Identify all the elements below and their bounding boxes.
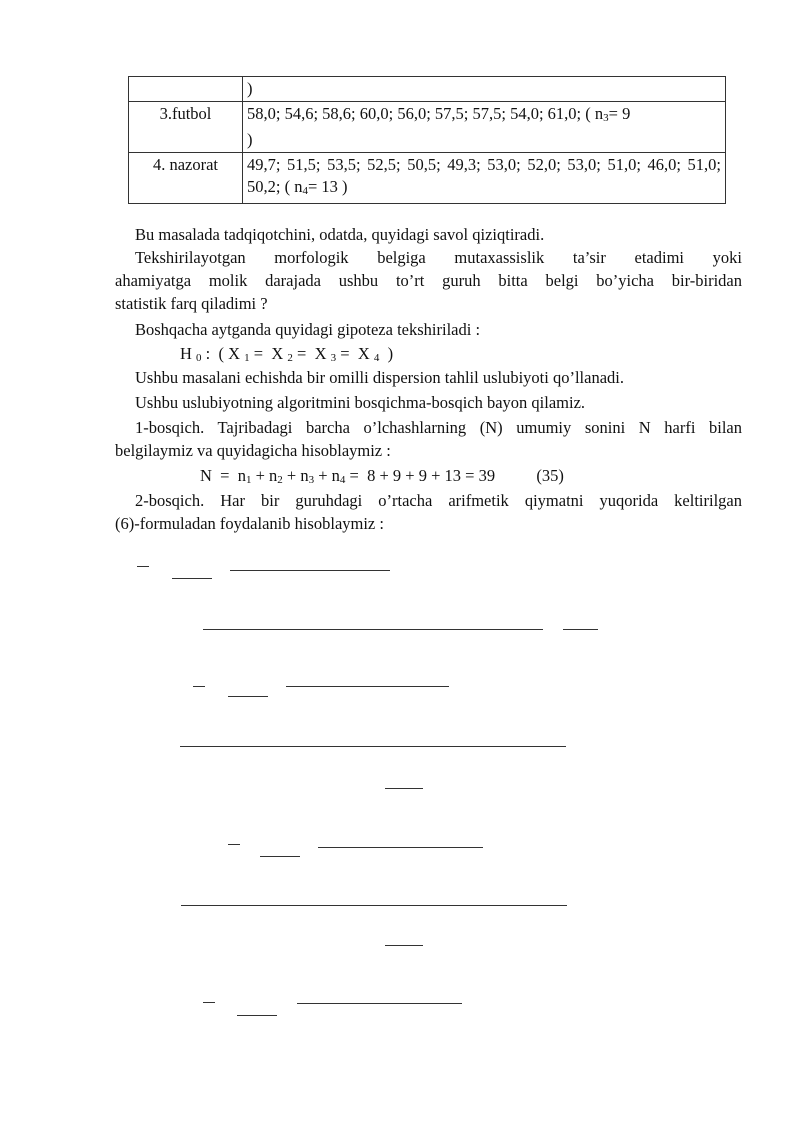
fraction-bar — [385, 788, 423, 789]
group-name-cell: 4. nazorat — [129, 153, 243, 204]
fraction-bar — [563, 629, 598, 630]
total-count-formula: $N = n_1 + n_2 + n_3 + n_4 = 8 + 9 + 9 + 13 = 39$ (35) — [200, 466, 564, 486]
group-name-cell — [129, 77, 243, 102]
fraction-bar — [318, 847, 483, 848]
fraction-bar — [385, 945, 423, 946]
paragraph-line: belgilaymiz va quyidagicha hisoblaymiz : — [115, 441, 391, 460]
paragraph-line: 2-bosqich. Har bir guruhdagi o’rtacha arifmetik qiymatni yuqorida keltirilgan — [135, 491, 742, 510]
paragraph-line: statistik farq qiladimi ? — [115, 294, 268, 313]
data-table — [128, 76, 726, 204]
paragraph-line: Ushbu masalani echishda bir omilli dispersion tahlil uslubiyoti qo’llanadi. — [135, 368, 624, 387]
fraction-bar — [297, 1003, 462, 1004]
hypothesis-formula: H $_0$ : ( X $_1$ = X $_2$ = X $_3$ = X $_4$ ) — [180, 344, 394, 364]
formula-overline — [137, 566, 149, 567]
fraction-bar — [260, 856, 300, 857]
paragraph-line: 1-bosqich. Tajribadagi barcha o’lchashlarning (N) umumiy sonini N harfi bilan — [135, 418, 742, 437]
group-name-cell: 3.futbol — [129, 102, 243, 153]
paragraph-line: (6)-formuladan foydalanib hisoblaymiz : — [115, 514, 384, 533]
fraction-bar — [237, 1015, 277, 1016]
paragraph-question: Bu masalada tadqiqotchini, odatda, quyidagi savol qiziqtiradi. — [135, 225, 545, 244]
formula-overline — [203, 1002, 215, 1003]
fraction-bar — [203, 629, 543, 630]
paragraph-line: Tekshirilayotgan morfologik belgiga mutaxassislik ta’sir etadimi yoki — [135, 248, 742, 267]
table-row — [129, 102, 726, 153]
paragraph-line: ahamiyatga molik darajada ushbu to’rt guruh bitta belgi bo’yicha bir-biridan — [115, 271, 742, 290]
fraction-bar — [180, 746, 566, 747]
table-row — [129, 153, 726, 204]
values-cell: ) — [243, 77, 726, 102]
fraction-bar — [230, 570, 390, 571]
values-cell: 58,0; 54,6; 58,6; 60,0; 56,0; 57,5; 57,5; 54,0; 61,0; ( $n_3= 9$ ) — [243, 102, 726, 153]
fraction-bar — [228, 696, 268, 697]
equation-number: (35) — [536, 466, 564, 485]
table-row — [129, 77, 726, 102]
formula-overline — [228, 844, 240, 845]
fraction-bar — [286, 686, 449, 687]
paragraph-line: Boshqacha aytganda quyidagi gipoteza tekshiriladi : — [135, 320, 481, 339]
values-cell: 49,7; 51,5; 53,5; 52,5; 50,5; 49,3; 53,0; 52,0; 53,0; 51,0; 46,0; 51,0; 50,2; ( $n_4= 13$ ) — [243, 153, 726, 204]
fraction-bar — [172, 578, 212, 579]
fraction-bar — [181, 905, 567, 906]
paragraph-line: Ushbu uslubiyotning algoritmini bosqichma-bosqich bayon qilamiz. — [135, 393, 586, 412]
formula-overline — [193, 686, 205, 687]
